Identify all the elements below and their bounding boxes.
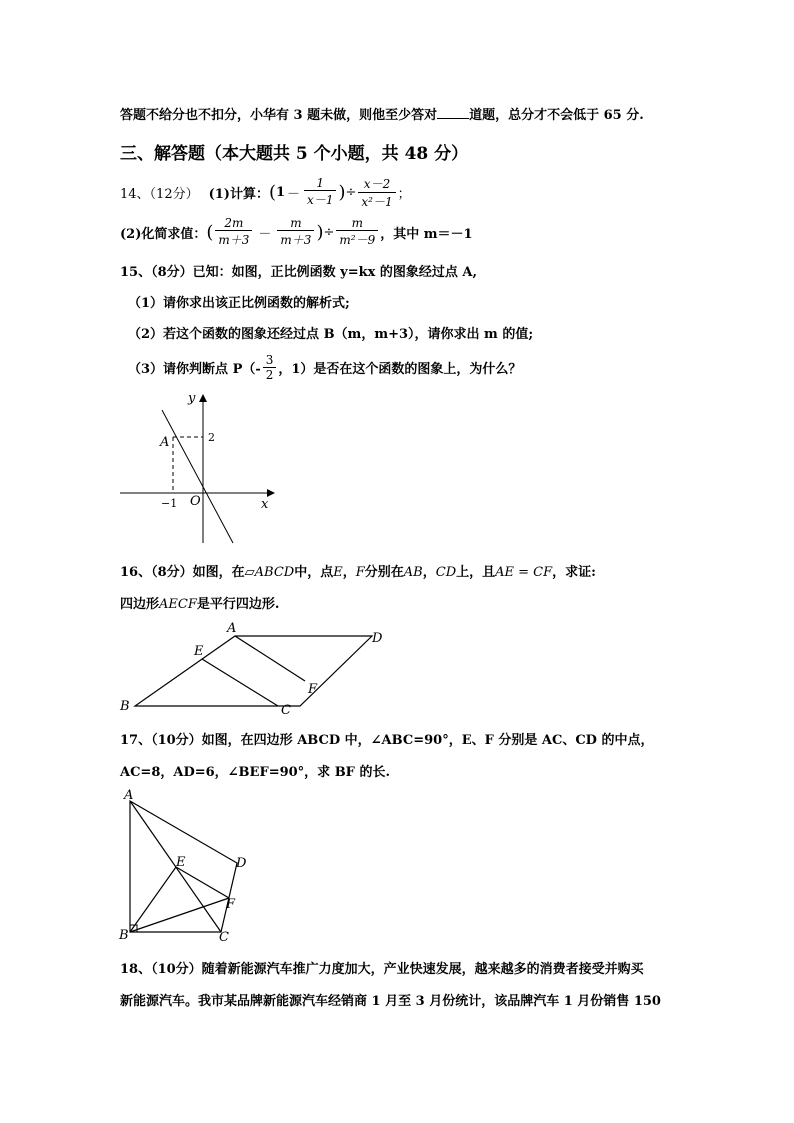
q14-part2-fraction-1 (215, 216, 252, 248)
fraction-numerator: x－2 (363, 176, 391, 191)
origin-label: O (190, 494, 201, 509)
q14-part1-end: ； (397, 186, 411, 202)
section-heading: 三、解答题（本大题共 5 个小题，共 48 分） (120, 144, 469, 164)
parallelogram-symbol: ▱ (244, 565, 255, 580)
fraction-denominator: 2 (263, 367, 277, 382)
division-sign: ÷ (323, 224, 335, 240)
q16-text: ， (422, 565, 436, 580)
x-axis-label: x (261, 497, 269, 512)
q15-coordinate-graph (115, 388, 285, 548)
q16-line-2 (120, 593, 279, 612)
q16-text: 是平行四边形. (196, 597, 280, 612)
q14-number: 14、（12分） (120, 186, 199, 202)
segment-be (130, 867, 176, 932)
q18-line-1: 18、（10分）随着新能源汽车推广力度加大，产业快速发展，越来越多的消费者接受并购买 (120, 962, 644, 977)
label-c: C (219, 930, 229, 945)
q16-parallelogram-figure (110, 618, 400, 718)
label-e: E (194, 644, 204, 659)
segment-bf (130, 898, 229, 932)
q15-fraction (263, 353, 277, 382)
q14-part2 (120, 212, 473, 252)
q16-math: ABCD (254, 565, 295, 580)
q16-math: AECF (159, 597, 197, 612)
q17-line-2: AC=8，AD=6，∠BEF=90°，求 BF 的长. (120, 765, 390, 780)
y-value-label: 2 (208, 431, 215, 444)
q16-text: 中，点 (294, 565, 334, 580)
minus-sign: － (287, 186, 301, 202)
q14-part1 (120, 172, 411, 212)
q16-math: AB (403, 565, 423, 580)
y-axis-label: y (188, 391, 196, 406)
q14-part2-tail: ，其中 m＝－1 (380, 226, 473, 242)
label-f: F (226, 897, 236, 912)
open-paren: ( (268, 181, 276, 203)
q14-part2-fraction-3 (336, 216, 378, 248)
fraction-numerator: m (351, 216, 363, 230)
q16-text: 分别在 (364, 565, 404, 580)
x-value-label: −1 (161, 497, 178, 510)
q15-item-3 (128, 349, 521, 385)
q16-math: E (333, 565, 343, 580)
q15-item-1: （1）请你求出该正比例函数的解析式; (128, 296, 350, 311)
q14-part1-one: 1 (275, 184, 286, 200)
label-e: E (176, 855, 186, 870)
segment-af (235, 636, 305, 681)
q16-text: ，求证: (552, 565, 596, 580)
function-line (162, 410, 233, 543)
q14-part2-fraction-2 (277, 216, 314, 248)
q15-item-3-before: （3）请你判断点 P（- (128, 361, 261, 377)
q16-text: 上，且 (456, 565, 496, 580)
close-paren: ) (338, 181, 346, 203)
label-a: A (227, 621, 237, 636)
q16-math: CD (435, 565, 457, 580)
q16-text: 四边形 (120, 597, 160, 612)
label-f: F (308, 682, 318, 697)
label-b: B (120, 699, 130, 714)
fraction-numerator: 2m (224, 216, 244, 230)
q13-continuation (120, 104, 644, 123)
label-d: D (372, 631, 383, 646)
q15-intro: 15、（8分）已知：如图，正比例函数 y=kx 的图象经过点 A, (120, 265, 478, 280)
division-sign: ÷ (345, 184, 357, 200)
label-c: C (281, 703, 291, 718)
segment-ec (202, 659, 278, 706)
minus-sign: － (258, 226, 272, 242)
answer-blank (437, 106, 469, 119)
label-b: B (119, 928, 129, 943)
q14-part1-fraction-2 (358, 175, 395, 210)
q16-math: AE = CF (495, 565, 553, 580)
label-d: D (236, 856, 247, 871)
q16-text: 16、（8分）如图，在 (120, 565, 245, 580)
q17-quadrilateral-figure (115, 786, 255, 946)
open-paren: ( (206, 221, 214, 243)
q15-item-2: （2）若这个函数的图象还经过点 B（m，m+3），请你求出 m 的值; (128, 327, 534, 342)
q13-text-after-blank: 道题，总分才不会低于 65 分. (469, 108, 644, 123)
parallelogram-abcd (135, 636, 372, 706)
q16-math: F (355, 565, 365, 580)
q18-line-2: 新能源汽车。我市某品牌新能源汽车经销商 1 月至 3 月份统计，该品牌汽车 1 月份销售 150 (120, 994, 661, 1009)
close-paren: ) (316, 221, 324, 243)
fraction-denominator: m＋3 (215, 230, 252, 248)
fraction-denominator: x²－1 (358, 192, 395, 210)
q16-text: ， (342, 565, 356, 580)
q14-part1-label: (1)计算： (208, 186, 269, 202)
label-a: A (124, 788, 134, 803)
fraction-denominator: m＋3 (277, 230, 314, 248)
q13-text-before-blank: 答题不给分也不扣分，小华有 3 题未做，则他至少答对 (120, 108, 438, 123)
q14-part2-label: (2)化简求值： (120, 226, 207, 242)
q14-part1-fraction-1 (304, 176, 336, 208)
q15-item-3-after: ，1）是否在这个函数的图象上，为什么？ (278, 361, 522, 377)
q16-line-1 (120, 561, 596, 580)
fraction-numerator: m (290, 216, 302, 230)
fraction-denominator: m²－9 (336, 230, 378, 248)
fraction-numerator: 3 (265, 352, 274, 367)
segment-ef (176, 867, 229, 898)
fraction-denominator: x－1 (304, 190, 336, 208)
point-a-label: A (160, 435, 170, 450)
fraction-numerator: 1 (316, 176, 325, 190)
q17-line-1: 17、（10分）如图，在四边形 ABCD 中，∠ABC=90°，E、F 分别是 AC、CD 的中点， (120, 733, 654, 748)
